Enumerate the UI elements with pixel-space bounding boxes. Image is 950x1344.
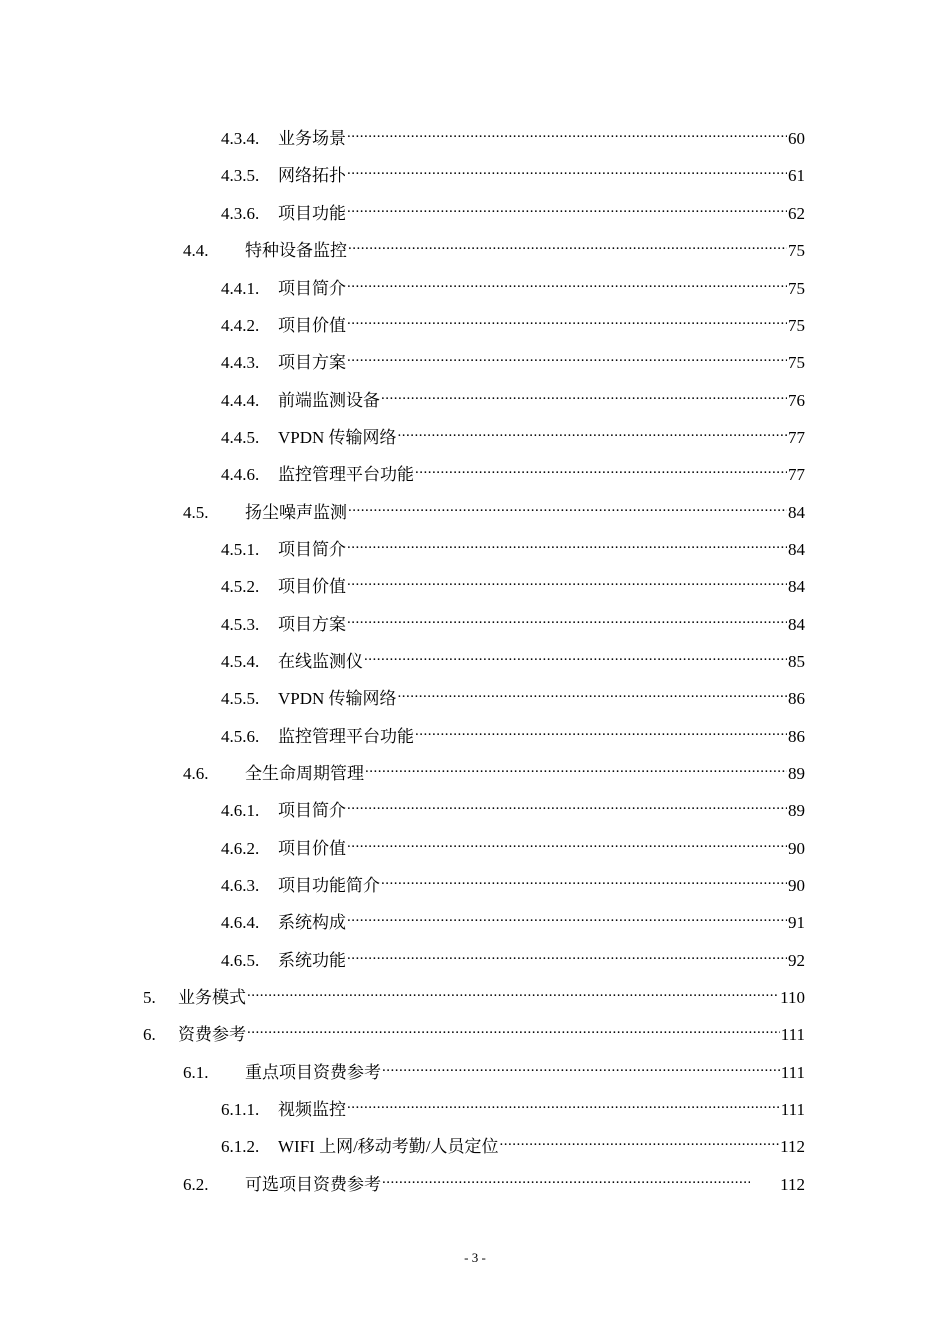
toc-title: 视频监控 (278, 1100, 346, 1119)
toc-number: 4.6. (183, 764, 209, 783)
toc-page-number: 84 (788, 615, 805, 634)
toc-entry[interactable] (183, 1166, 805, 1194)
toc-entry[interactable] (221, 157, 805, 185)
toc-number: 4.5. (183, 503, 209, 522)
toc-page-number: 75 (788, 241, 805, 260)
toc-entry[interactable] (221, 606, 805, 634)
toc-page-number: 84 (788, 540, 805, 559)
toc-title: 项目简介 (278, 279, 346, 298)
toc-title: 项目功能 (278, 204, 346, 223)
toc-entry[interactable] (221, 382, 805, 410)
toc-entry[interactable] (221, 867, 805, 895)
toc-entry[interactable] (221, 456, 805, 484)
toc-title: 项目价值 (278, 839, 346, 858)
toc-number: 6.1. (183, 1063, 209, 1082)
toc-page-number: 89 (788, 801, 805, 820)
toc-entry[interactable] (221, 904, 805, 932)
toc-entry[interactable] (221, 568, 805, 596)
toc-title: 特种设备监控 (245, 241, 347, 260)
page-footer (0, 1250, 950, 1266)
toc-page-number: 86 (788, 689, 805, 708)
toc-entry[interactable] (221, 643, 805, 671)
dot-leader (347, 270, 787, 294)
toc-page-number: 111 (780, 1063, 805, 1082)
dot-leader (347, 307, 787, 331)
toc-number: 4.4.6. (221, 465, 260, 484)
toc-number: 4.4.1. (221, 279, 260, 298)
toc-title: 业务场景 (278, 129, 346, 148)
toc-entry[interactable] (221, 680, 805, 708)
toc-title: 扬尘噪声监测 (245, 503, 347, 522)
toc-entry[interactable] (221, 344, 805, 372)
toc-page-number: 75 (788, 353, 805, 372)
dot-leader (381, 382, 787, 406)
toc-number: 6.2. (183, 1175, 209, 1194)
toc-title: WIFI 上网/移动考勤/人员定位 (278, 1137, 499, 1156)
toc-title: 项目价值 (278, 577, 346, 596)
toc-number: 4.6.2. (221, 839, 260, 858)
toc-page-number: 77 (788, 428, 805, 447)
toc-page-number: 90 (788, 876, 805, 895)
toc-entry[interactable] (143, 1016, 805, 1044)
dot-leader (415, 718, 787, 742)
toc-title: VPDN 传输网络 (278, 689, 397, 708)
toc-page-number: 112 (780, 1137, 805, 1156)
dot-leader (348, 494, 787, 518)
toc-entry[interactable] (183, 755, 805, 783)
dot-leader (364, 643, 787, 667)
toc-number: 4.6.5. (221, 951, 260, 970)
dot-leader (347, 830, 787, 854)
toc-number: 4.4.4. (221, 391, 260, 410)
toc-page-number: 77 (788, 465, 805, 484)
toc-page-number: 61 (788, 166, 805, 185)
dot-leader (382, 1054, 780, 1078)
toc-title: 可选项目资费参考 (245, 1175, 381, 1194)
page-number: - 3 - (464, 1250, 486, 1265)
toc-title: VPDN 传输网络 (278, 428, 397, 447)
toc-title: 系统构成 (278, 913, 346, 932)
toc-number: 4.3.5. (221, 166, 260, 185)
dot-leader (347, 531, 787, 555)
dot-leader (398, 419, 787, 443)
toc-page-number: 110 (780, 988, 805, 1007)
toc-page-number: 91 (788, 913, 805, 932)
toc-page-number: 62 (788, 204, 805, 223)
dot-leader (247, 1016, 780, 1040)
toc-title: 监控管理平台功能 (278, 465, 414, 484)
toc-entry[interactable] (221, 1128, 805, 1156)
toc-entry[interactable] (221, 718, 805, 746)
toc-number: 4.3.4. (221, 129, 260, 148)
toc-title: 全生命周期管理 (245, 764, 364, 783)
dot-leader (347, 942, 787, 966)
toc-entry[interactable] (221, 792, 805, 820)
toc-title: 系统功能 (278, 951, 346, 970)
toc-number: 6.1.2. (221, 1137, 260, 1156)
toc-title: 项目简介 (278, 540, 346, 559)
dot-leader (347, 792, 787, 816)
dot-leader (382, 1166, 750, 1190)
toc-number: 6. (143, 1025, 156, 1044)
toc-number: 4.4. (183, 241, 209, 260)
toc-entry[interactable] (221, 307, 805, 335)
toc-number: 4.4.3. (221, 353, 260, 372)
toc-number: 4.5.5. (221, 689, 260, 708)
toc-number: 4.5.4. (221, 652, 260, 671)
dot-leader (415, 456, 787, 480)
dot-leader (347, 344, 787, 368)
dot-leader (347, 904, 787, 928)
toc-entry[interactable] (183, 494, 805, 522)
toc-title: 项目功能简介 (278, 876, 380, 895)
dot-leader (348, 232, 787, 256)
toc-entry[interactable] (221, 942, 805, 970)
toc-entry[interactable] (221, 270, 805, 298)
toc-number: 4.6.4. (221, 913, 260, 932)
toc-page-number: 89 (788, 764, 805, 783)
toc-title: 监控管理平台功能 (278, 727, 414, 746)
toc-page-number: 75 (788, 279, 805, 298)
dot-leader (398, 680, 787, 704)
toc-entry[interactable] (221, 531, 805, 559)
dot-leader (347, 606, 787, 630)
dot-leader (347, 568, 787, 592)
toc-page-number: 90 (788, 839, 805, 858)
toc-number: 4.6.1. (221, 801, 260, 820)
toc-number: 4.6.3. (221, 876, 260, 895)
toc-entry[interactable] (221, 830, 805, 858)
toc-page-number: 84 (788, 503, 805, 522)
toc-title: 项目方案 (278, 353, 346, 372)
toc-number: 5. (143, 988, 156, 1007)
toc-page-number: 84 (788, 577, 805, 596)
toc-title: 资费参考 (178, 1025, 246, 1044)
toc-page-number: 111 (780, 1100, 805, 1119)
toc-number: 4.5.3. (221, 615, 260, 634)
toc-entry[interactable] (221, 419, 805, 447)
dot-leader (381, 867, 787, 891)
toc-page-number: 112 (780, 1175, 805, 1194)
toc-entry[interactable] (143, 979, 805, 1007)
toc-title: 重点项目资费参考 (245, 1063, 381, 1082)
dot-leader (347, 195, 787, 219)
toc-entry[interactable] (183, 232, 805, 260)
toc-number: 4.4.2. (221, 316, 260, 335)
toc-title: 项目方案 (278, 615, 346, 634)
toc-title: 网络拓扑 (278, 166, 346, 185)
toc-page-number: 60 (788, 129, 805, 148)
toc-title: 前端监测设备 (278, 391, 380, 410)
toc-page-number: 86 (788, 727, 805, 746)
toc-number: 6.1.1. (221, 1100, 260, 1119)
dot-leader (500, 1128, 780, 1152)
toc-page-number: 92 (788, 951, 805, 970)
dot-leader (347, 1091, 780, 1115)
toc-number: 4.3.6. (221, 204, 260, 223)
dot-leader (247, 979, 779, 1003)
dot-leader (365, 755, 787, 779)
toc-number: 4.5.2. (221, 577, 260, 596)
toc-title: 项目简介 (278, 801, 346, 820)
dot-leader (347, 120, 787, 144)
toc-number: 4.4.5. (221, 428, 260, 447)
toc-title: 在线监测仪 (278, 652, 363, 671)
toc-page-number: 111 (780, 1025, 805, 1044)
toc-title: 业务模式 (178, 988, 246, 1007)
toc-page-number: 76 (788, 391, 805, 410)
toc-entry[interactable] (183, 1054, 805, 1082)
toc-page-number: 75 (788, 316, 805, 335)
toc-entry[interactable] (221, 1091, 805, 1119)
toc-title: 项目价值 (278, 316, 346, 335)
toc-page-number: 85 (788, 652, 805, 671)
dot-leader (347, 157, 787, 181)
toc-number: 4.5.1. (221, 540, 260, 559)
toc-entry[interactable] (221, 120, 805, 148)
toc-entry[interactable] (221, 195, 805, 223)
toc-number: 4.5.6. (221, 727, 260, 746)
